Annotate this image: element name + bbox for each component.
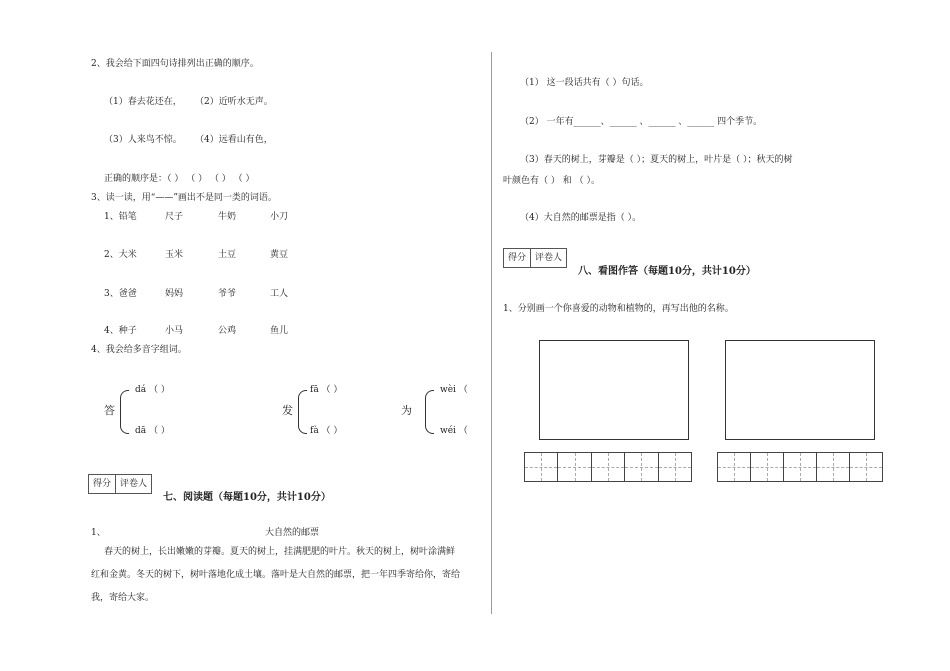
q3-row2-c3: 土豆 bbox=[218, 250, 237, 260]
q4-prompt: 4、我会给多音字组词。 bbox=[91, 345, 187, 355]
column-divider bbox=[491, 52, 492, 614]
q3-row1-c1: 1、铅笔 bbox=[104, 212, 137, 222]
q3-row2-c1: 2、大米 bbox=[104, 250, 137, 260]
q3-row4-c1: 4、种子 bbox=[104, 326, 137, 336]
reading-q3-line1: （3）春天的树上，芽瓣是（ ）；夏天的树上，叶片是（ ）；秋天的树 bbox=[520, 155, 793, 165]
grid-cell[interactable] bbox=[625, 453, 658, 481]
score-label: 得分 bbox=[504, 249, 531, 267]
q3-prompt: 3、读一读，用“——”画出不是同一类的词语。 bbox=[91, 193, 277, 203]
passage-line-2: 红和金黄。冬天的树下，树叶落地化成土壤。落叶是大自然的邮票，把一年四季寄给你，寄给 bbox=[91, 570, 461, 580]
reading-item-number: 1、 bbox=[91, 528, 106, 538]
plant-drawing-box[interactable] bbox=[725, 340, 875, 440]
grid-cell[interactable] bbox=[718, 453, 751, 481]
score-box-section8 bbox=[503, 248, 567, 268]
polyphone-char-2: 发 bbox=[282, 404, 293, 417]
q3-row3-c3: 爷爷 bbox=[218, 289, 237, 299]
q3-row1-c3: 牛奶 bbox=[218, 212, 237, 222]
passage-line-1: 春天的树上，长出嫩嫩的芽瓣。夏天的树上，挂满肥肥的叶片。秋天的树上，树叶涂满鲜 bbox=[104, 547, 456, 557]
q2-line-1a: （1）春去花还在， bbox=[104, 97, 182, 107]
polyphone-3-top: wèi （ bbox=[440, 385, 468, 395]
score-box-section7 bbox=[88, 474, 152, 494]
reading-q2: （2） 一年有______、______ 、______ 、______ 四个季节。 bbox=[520, 117, 763, 127]
brace-3 bbox=[425, 390, 434, 434]
grid-cell[interactable] bbox=[592, 453, 625, 481]
reading-q4: （4）大自然的邮票是指（ ）。 bbox=[520, 213, 642, 223]
polyphone-2-top: fā （ ） bbox=[310, 385, 343, 395]
q3-row3-c2: 妈妈 bbox=[165, 289, 184, 299]
q3-row1-c4: 小刀 bbox=[270, 212, 289, 222]
q3-row2-c4: 黄豆 bbox=[270, 250, 289, 260]
grid-cell[interactable] bbox=[784, 453, 817, 481]
q2-line-2a: （3）人来鸟不惊。 bbox=[104, 135, 182, 145]
section7-title: 七、阅读题（每题10分，共计10分） bbox=[163, 492, 331, 503]
q3-row3-c1: 3、爸爸 bbox=[104, 289, 137, 299]
score-label: 得分 bbox=[89, 475, 116, 493]
polyphone-char-1: 答 bbox=[104, 404, 115, 417]
polyphone-1-bottom: dā （ ） bbox=[135, 426, 170, 436]
passage-line-3: 我，寄给大家。 bbox=[91, 593, 155, 603]
polyphone-3-bottom: wéi （ bbox=[440, 426, 468, 436]
grader-label: 评卷人 bbox=[535, 253, 563, 263]
drawing-prompt: 1、分别画一个你喜爱的动物和植物的，再写出他的名称。 bbox=[503, 304, 734, 314]
q3-row4-c3: 公鸡 bbox=[218, 326, 237, 336]
grid-cell[interactable] bbox=[525, 453, 558, 481]
reading-q1: （1） 这一段话共有（ ）句话。 bbox=[520, 78, 649, 88]
q3-row1-c2: 尺子 bbox=[165, 212, 184, 222]
polyphone-char-3: 为 bbox=[401, 404, 412, 417]
animal-drawing-box[interactable] bbox=[539, 340, 689, 440]
q2-line-2b: （4）远看山有色， bbox=[195, 135, 273, 145]
polyphone-1-top: dá （ ） bbox=[135, 385, 170, 395]
brace-2 bbox=[298, 390, 307, 434]
passage-title: 大自然的邮票 bbox=[265, 528, 320, 538]
q2-prompt: 2、我会给下面四句诗排列出正确的顺序。 bbox=[91, 59, 259, 69]
grid-cell[interactable] bbox=[850, 453, 882, 481]
q3-row2-c2: 玉米 bbox=[165, 250, 184, 260]
q3-row4-c4: 鱼儿 bbox=[270, 326, 289, 336]
q3-row3-c4: 工人 bbox=[270, 289, 289, 299]
q2-line-1b: （2）近听水无声。 bbox=[195, 97, 273, 107]
animal-name-grid[interactable] bbox=[524, 452, 692, 482]
grid-cell[interactable] bbox=[817, 453, 850, 481]
grader-label: 评卷人 bbox=[120, 479, 148, 489]
grid-cell[interactable] bbox=[751, 453, 784, 481]
grid-cell[interactable] bbox=[558, 453, 591, 481]
section8-title: 八、看图作答（每题10分，共计10分） bbox=[578, 266, 756, 277]
brace-1 bbox=[120, 390, 129, 434]
grid-cell[interactable] bbox=[659, 453, 691, 481]
plant-name-grid[interactable] bbox=[717, 452, 883, 482]
polyphone-2-bottom: fà （ ） bbox=[310, 426, 343, 436]
q2-order: 正确的顺序是：（ ） （ ） （ ） （ ） bbox=[104, 174, 255, 184]
reading-q3-line2: 叶颜色有（ ） 和 （ ）。 bbox=[503, 176, 600, 186]
q3-row4-c2: 小马 bbox=[165, 326, 184, 336]
